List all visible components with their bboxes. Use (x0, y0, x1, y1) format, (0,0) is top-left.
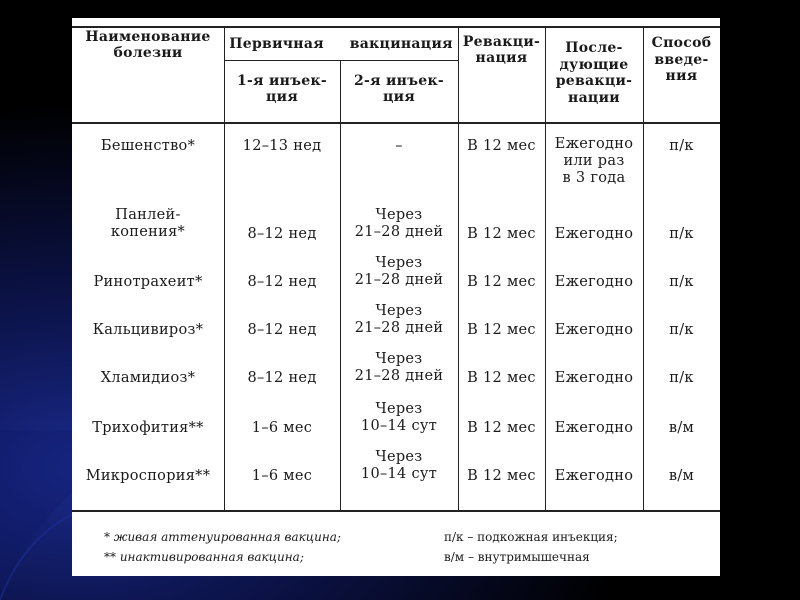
header-route: Способ введе- ния (651, 35, 712, 85)
row-revaccination: В 12 мес (467, 321, 536, 338)
row-injection-2: Через 21–28 дней (354, 207, 444, 240)
row-subsequent: Ежегодно (554, 369, 634, 386)
row-route: п/к (669, 225, 694, 242)
row-name: Хламидиоз* (100, 369, 196, 386)
row-revaccination: В 12 мес (467, 369, 536, 386)
row-route: п/к (669, 273, 694, 290)
row-revaccination: В 12 мес (467, 419, 536, 436)
row-subsequent: Ежегодно (554, 321, 634, 338)
row-name: Трихофития** (92, 419, 204, 436)
col-divider-5 (643, 26, 644, 511)
col-divider-3 (458, 26, 459, 511)
header-injection-1: 1-я инъек- ция (237, 72, 327, 105)
row-route: п/к (669, 321, 694, 338)
row-route: п/к (669, 137, 694, 154)
row-injection-1: 8–12 нед (247, 321, 317, 338)
row-revaccination: В 12 мес (467, 225, 536, 242)
row-injection-2: Через 10–14 сут (360, 449, 438, 482)
header-bottom-border (72, 122, 720, 124)
footnote-subcutaneous: п/к – подкожная инъекция; (444, 530, 618, 544)
vaccination-table (72, 18, 720, 576)
row-injection-2: Через 10–14 сут (360, 401, 438, 434)
row-route: п/к (669, 369, 694, 386)
row-name: Панлей- копения* (110, 207, 186, 240)
header-revaccination: Ревакци- нация (462, 33, 541, 66)
row-route: в/м (668, 419, 695, 436)
header-disease: Наименование болезни (85, 28, 211, 61)
row-injection-2: Через 21–28 дней (354, 303, 444, 336)
row-injection-2: Через 21–28 дней (354, 255, 444, 288)
row-injection-1: 8–12 нед (247, 369, 317, 386)
subheader-divider (224, 60, 458, 61)
row-name: Кальцивироз* (92, 321, 204, 338)
table-bottom-border (72, 510, 720, 512)
row-subsequent: Ежегодно (554, 419, 634, 436)
row-injection-1: 1–6 мес (251, 419, 313, 436)
footnote-live-vaccine: * живая аттенуированная вакцина; (104, 530, 341, 544)
row-injection-1: 1–6 мес (251, 467, 313, 484)
row-injection-2: Через 21–28 дней (354, 351, 444, 384)
row-subsequent: Ежегодно (554, 273, 634, 290)
row-revaccination: В 12 мес (467, 467, 536, 484)
footnote-intramuscular: в/м – внутримышечная (444, 550, 590, 564)
header-subsequent-revaccinations: После- дующие ревакци- нации (555, 40, 633, 106)
row-injection-1: 8–12 нед (247, 225, 317, 242)
row-subsequent: Ежегодно (554, 467, 634, 484)
footnote-inactivated-vaccine: ** инактивированная вакцина; (104, 550, 304, 564)
row-injection-1: 8–12 нед (247, 273, 317, 290)
row-revaccination: В 12 мес (467, 273, 536, 290)
row-name: Микроспория** (85, 467, 211, 484)
row-name: Бешенство* (100, 137, 196, 154)
row-subsequent: Ежегодно (554, 225, 634, 242)
row-revaccination: В 12 мес (467, 137, 536, 154)
row-route: в/м (668, 467, 695, 484)
vaccination-table-sheet (72, 18, 720, 576)
row-subsequent: Ежегодно или раз в 3 года (554, 136, 634, 186)
header-primary-vaccination: Первичная вакцинация (229, 35, 453, 52)
row-injection-2: – (395, 137, 403, 154)
row-injection-1: 12–13 нед (242, 137, 322, 154)
header-injection-2: 2-я инъек- ция (354, 72, 444, 105)
row-name: Ринотрахеит* (93, 273, 203, 290)
